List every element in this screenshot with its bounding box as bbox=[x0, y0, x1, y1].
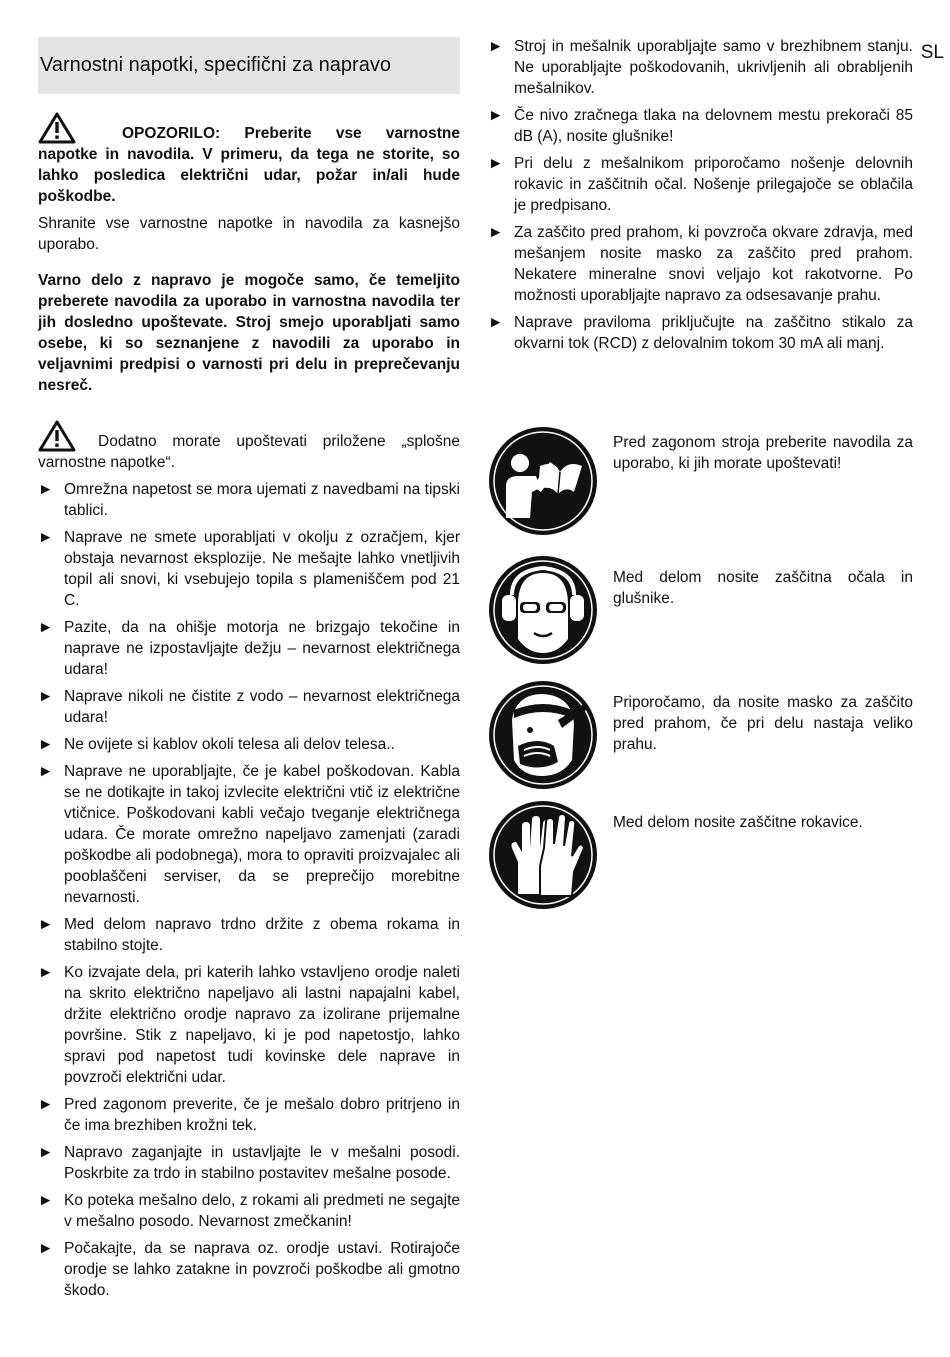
gloves-icon bbox=[488, 800, 598, 910]
bullet-arrow-icon: ► bbox=[38, 736, 54, 753]
section-title: Varnostni napotki, specifični za napravo bbox=[40, 54, 391, 76]
symbol-text: Med delom nosite zaščitne rokavice. bbox=[613, 814, 863, 831]
warning-triangle-icon bbox=[38, 420, 76, 452]
symbol-text: Priporočamo, da nosite masko za zaščito pred prahom, če pri delu nastaja veliko prahu. bbox=[613, 694, 913, 753]
list-item: ► Naprave praviloma priključujte na zaščitno stikalo za okvarni tok (RCD) z delovalnim tokom 30 mA ali manj. bbox=[488, 314, 913, 352]
symbol-row bbox=[488, 555, 913, 665]
bullet-arrow-icon: ► bbox=[38, 688, 54, 705]
bullet-arrow-icon: ► bbox=[38, 1096, 54, 1113]
bullet-arrow-icon: ► bbox=[38, 1192, 54, 1209]
warning-triangle-icon bbox=[38, 112, 76, 144]
list-item: ► Počakajte, da se naprava oz. orodje ustavi. Rotirajoče orodje se lahko zatakne in povzroči poškodbe ali gmotno škodo. bbox=[38, 1240, 460, 1299]
list-item: ► Pred zagonom preverite, če je mešalo dobro pritrjeno in če ima brezhiben krožni tek. bbox=[38, 1096, 460, 1134]
bullet-arrow-icon: ► bbox=[488, 38, 504, 55]
warning-paragraph bbox=[38, 112, 460, 207]
bullet-arrow-icon: ► bbox=[38, 1144, 54, 1161]
left-bullet-list bbox=[38, 479, 460, 1301]
left-column bbox=[38, 37, 460, 1301]
bullet-arrow-icon: ► bbox=[38, 964, 54, 981]
bullet-arrow-icon: ► bbox=[38, 481, 54, 498]
list-item: ► Pri delu z mešalnikom priporočamo nošenje delovnih rokavic in zaščitnih očal. Nošenje prilegajoče se oblačila je predpisano. bbox=[488, 155, 913, 214]
symbol-text: Pred zagonom stroja preberite navodila za uporabo, ki jih morate upoštevati! bbox=[613, 434, 913, 472]
language-tag: SL bbox=[920, 42, 944, 63]
bullet-arrow-icon: ► bbox=[488, 155, 504, 172]
list-item: ► Če nivo zračnega tlaka na delovnem mestu prekorači 85 dB (A), nosite glušnike! bbox=[488, 107, 913, 145]
list-item: ► Ne ovijete si kablov okoli telesa ali delov telesa.. bbox=[38, 736, 395, 753]
list-item: ► Ko izvajate dela, pri katerih lahko vstavljeno orodje naleti na skrito električno napeljavo ali lastni napajalni kabel, držite električno orodje napravo za izolirane prijemalne površine. Stik z napeljavo, ki je pod napetostjo, lahko spravi pod napetost tudi kovinske dele naprave in povzroči električni udar. bbox=[38, 964, 460, 1086]
symbol-text: Med delom nosite zaščitna očala in glušnike. bbox=[613, 569, 913, 607]
symbol-row bbox=[488, 426, 913, 536]
list-item: ► Pazite, da na ohišje motorja ne brizgajo tekočine in naprave ne izpostavljajte dežju – nevarnost električnega udara! bbox=[38, 619, 460, 678]
symbol-row bbox=[488, 800, 913, 910]
bullet-arrow-icon: ► bbox=[488, 107, 504, 124]
list-item: ► Stroj in mešalnik uporabljajte samo v brezhibnem stanju. Ne uporabljajte poškodovanih, ukrivljenih ali obrabljenih mešalnikov. bbox=[488, 38, 913, 97]
goggles-earmuffs-icon bbox=[488, 555, 598, 665]
list-item: ► Naprave nikoli ne čistite z vodo – nevarnost električnega udara! bbox=[38, 688, 460, 726]
safe-work-text: Varno delo z napravo je mogoče samo, če temeljito preberete navodila za uporabo in varnostna navodila ter jih dosledno upoštevate. Stroj smejo uporabljati samo osebe, ki so seznanjene z navodili za uporabo in veljavnimi predpisi o varnosti pri delu in preprečevanju nesreč. bbox=[38, 272, 460, 394]
list-item: ► Naprave ne uporabljajte, če je kabel poškodovan. Kabla se ne dotikajte in takoj izvlecite električni vtič iz električne vtičnice. Poškodovani kabli večajo tveganje električnega udara. Če morate omrežno napeljavo zamenjati (zaradi poškodbe ali podobnega), mora to opraviti proizvajalec ali pooblaščeni serviser, da se preprečijo morebitne nevarnosti. bbox=[38, 763, 460, 906]
bullet-arrow-icon: ► bbox=[38, 529, 54, 546]
warning-text: OPOZORILO: Preberite vse varnostne napotke in navodila. V primeru, da tega ne storite, so lahko posledica električni udar, požar in/ali hude poškodbe. bbox=[38, 125, 460, 205]
list-item: ► Omrežna napetost se mora ujemati z navedbami na tipski tablici. bbox=[38, 481, 460, 519]
bullet-arrow-icon: ► bbox=[488, 224, 504, 241]
bullet-arrow-icon: ► bbox=[38, 916, 54, 933]
additional-notice-text: Dodatno morate upoštevati priložene „splošne varnostne napotke“. bbox=[38, 433, 460, 471]
bullet-arrow-icon: ► bbox=[38, 619, 54, 636]
bullet-arrow-icon: ► bbox=[488, 314, 504, 331]
list-item: ► Med delom napravo trdno držite z obema rokama in stabilno stojte. bbox=[38, 916, 460, 954]
additional-notice bbox=[38, 420, 460, 473]
list-item: ► Napravo zaganjajte in ustavljajte le v mešalni posodi. Poskrbite za trdo in stabilno postavitev mešalne posode. bbox=[38, 1144, 460, 1182]
list-item: ► Ko poteka mešalno delo, z rokami ali predmeti ne segajte v mešalno posodo. Nevarnost zmečkanin! bbox=[38, 1192, 460, 1230]
section-title-box bbox=[38, 37, 460, 94]
dust-mask-icon bbox=[488, 680, 598, 790]
bullet-arrow-icon: ► bbox=[38, 763, 54, 780]
keep-instructions-text: Shranite vse varnostne napotke in navodila za kasnejšo uporabo. bbox=[38, 215, 460, 253]
symbol-row bbox=[488, 680, 913, 790]
list-item: ► Naprave ne smete uporabljati v okolju z ozračjem, kjer obstaja nevarnost eksplozije. Ne mešajte lahko vnetljivih topil ali snovi, ki vsebujejo topila s plameniščem pod 21 C. bbox=[38, 529, 460, 609]
right-bullet-list bbox=[488, 36, 913, 354]
list-item: ► Za zaščito pred prahom, ki povzroča okvare zdravja, med mešanjem nosite masko za zaščito pred prahom. Nekatere mineralne snovi veljajo kot rakotvorne. Po možnosti uporabljajte napravo za odsesavanje prahu. bbox=[488, 224, 913, 304]
read-manual-icon bbox=[488, 426, 598, 536]
right-column bbox=[488, 36, 913, 910]
bullet-arrow-icon: ► bbox=[38, 1240, 54, 1257]
